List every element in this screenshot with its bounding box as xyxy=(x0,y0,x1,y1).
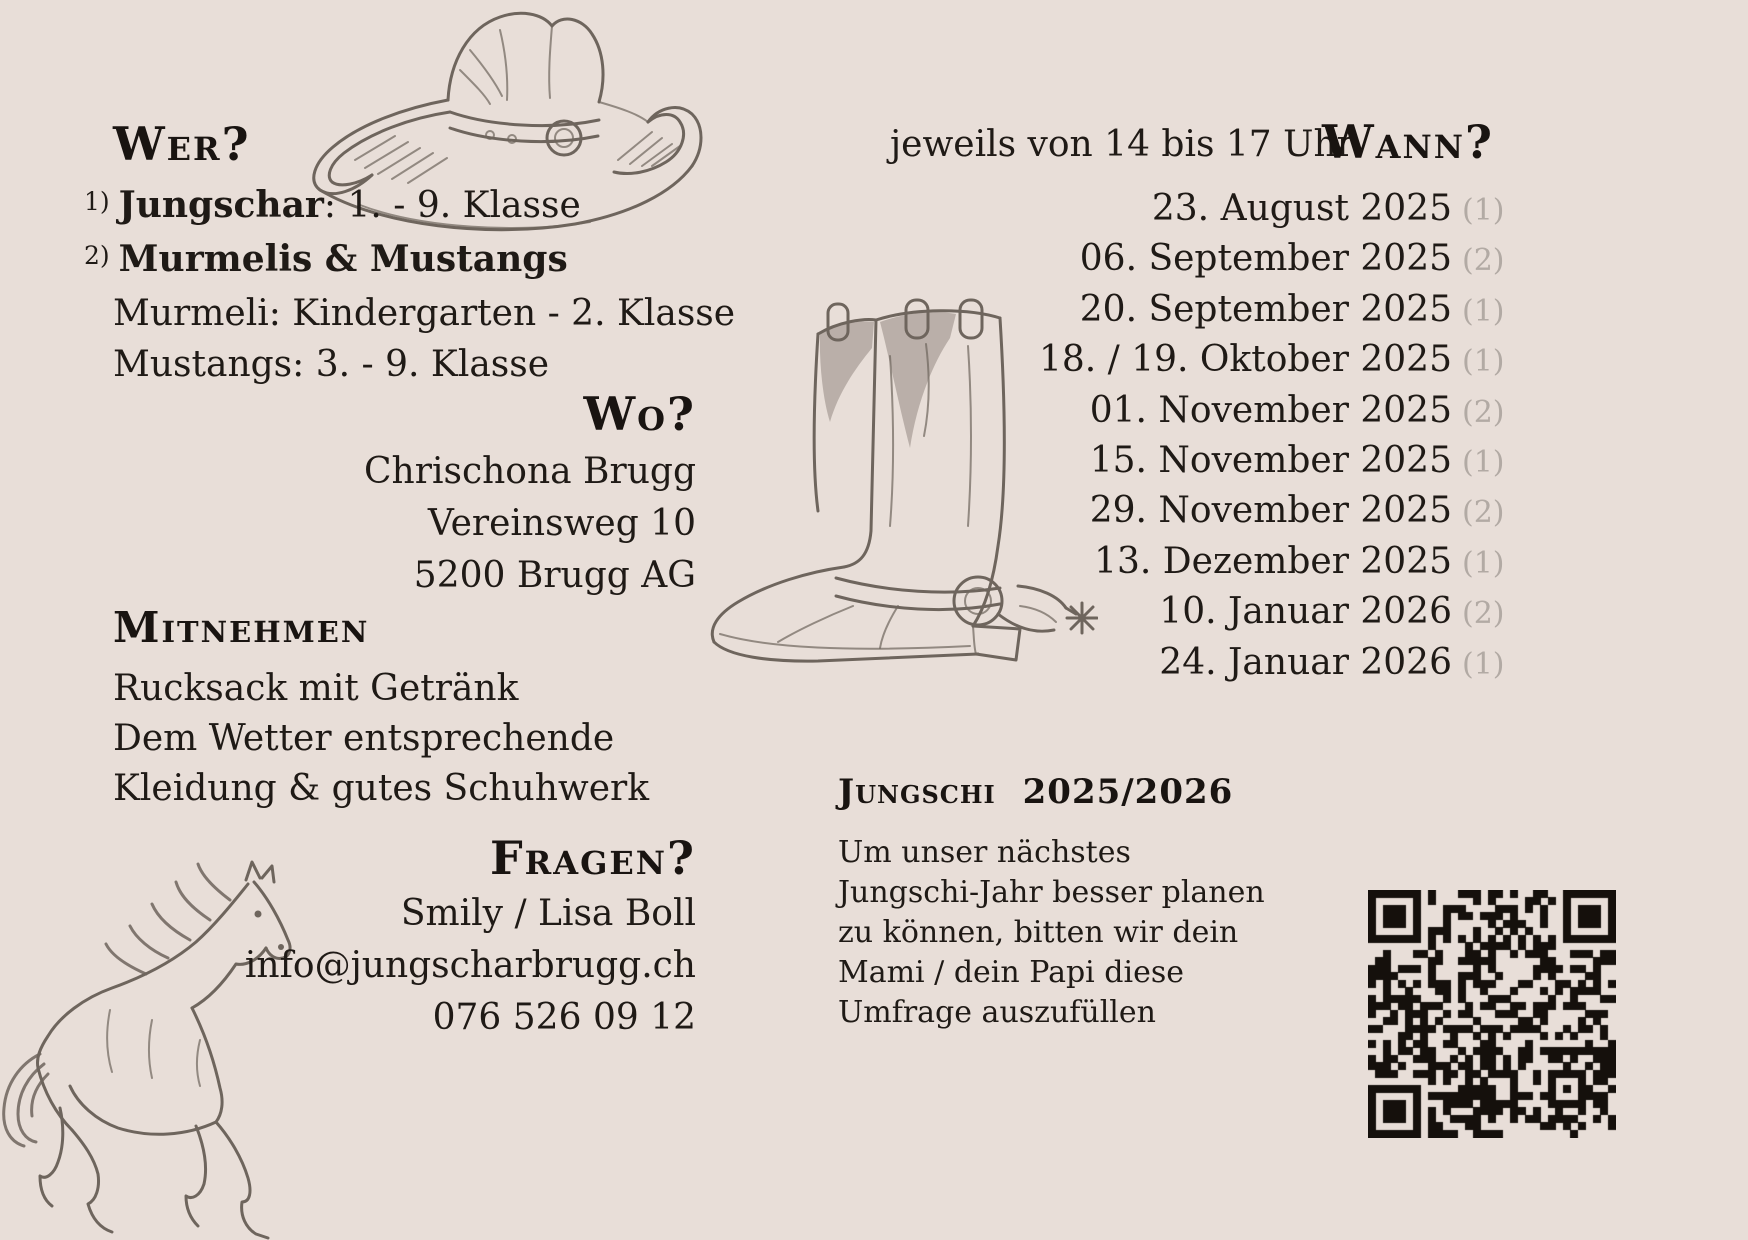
date-row xyxy=(848,390,1508,440)
date-row xyxy=(848,490,1508,540)
wer-item-jungschar xyxy=(84,180,724,234)
jungschi-text-line: Umfrage auszufüllen xyxy=(838,994,1156,1030)
date-row xyxy=(848,440,1508,490)
date-list xyxy=(848,188,1508,692)
wo-city: 5200 Brugg AG xyxy=(413,555,696,597)
time-note: jeweils von 14 bis 17 Uhr xyxy=(890,124,1354,165)
date-row xyxy=(848,238,1508,288)
date-row xyxy=(848,289,1508,339)
section-wo xyxy=(240,387,696,602)
survey-qr-code xyxy=(1368,890,1616,1138)
wer-item-murmelis-mustangs xyxy=(84,234,724,288)
wer-item-murmeli-classes: Murmeli: Kindergarten - 2. Klasse xyxy=(113,293,736,335)
date-row xyxy=(848,642,1508,692)
wer-item-2-marker: 2) xyxy=(84,241,110,271)
jungschi-text-line: Jungschi-Jahr besser planen xyxy=(838,874,1265,910)
section-wer xyxy=(84,117,736,390)
date-text: 01. November 2025 xyxy=(1089,389,1452,431)
date-text: 23. August 2025 xyxy=(1151,188,1452,229)
section-mitnehmen xyxy=(113,603,733,814)
date-text: 13. Dezember 2025 xyxy=(1094,540,1452,582)
group-badge: (2) xyxy=(1462,394,1505,430)
date-row xyxy=(848,541,1508,591)
fragen-heading: Fragen? xyxy=(489,831,696,885)
section-fragen xyxy=(200,831,696,1044)
wo-heading: Wo? xyxy=(583,387,696,441)
mitnehmen-line-rucksack: Rucksack mit Getränk xyxy=(113,668,519,710)
date-text: 20. September 2025 xyxy=(1079,288,1452,330)
mitnehmen-heading: Mitnehmen xyxy=(113,603,370,652)
wer-item-1-marker: 1) xyxy=(84,187,110,217)
date-row xyxy=(848,339,1508,389)
wer-item-2-bold: Murmelis & Mustangs xyxy=(118,238,568,281)
group-badge: (2) xyxy=(1462,495,1505,531)
wer-item-mustangs-classes: Mustangs: 3. - 9. Klasse xyxy=(113,344,550,386)
jungschi-text-line: Mami / dein Papi diese xyxy=(838,954,1184,990)
wer-item-1-bold: Jungschar xyxy=(118,184,324,227)
group-badge: (1) xyxy=(1462,545,1505,581)
jungschi-heading: Jungschi 2025/2026 xyxy=(838,772,1234,812)
date-text: 06. September 2025 xyxy=(1079,238,1452,280)
date-text: 24. Januar 2026 xyxy=(1159,641,1452,683)
section-jungschi xyxy=(838,772,1265,1033)
wann-heading: Wann? xyxy=(1322,115,1494,169)
fragen-email: info@jungscharbrugg.ch xyxy=(244,945,696,987)
fragen-contact-names: Smily / Lisa Boll xyxy=(400,893,696,935)
group-badge: (1) xyxy=(1462,193,1505,228)
date-row xyxy=(848,591,1508,641)
group-badge: (1) xyxy=(1462,444,1505,480)
group-badge: (2) xyxy=(1462,596,1505,632)
date-row xyxy=(848,188,1508,238)
group-badge: (1) xyxy=(1462,293,1505,329)
jungschi-text-line: Um unser nächstes xyxy=(838,834,1131,870)
date-text: 10. Januar 2026 xyxy=(1159,591,1452,633)
wer-heading: Wer? xyxy=(113,117,251,171)
date-text: 18. / 19. Oktober 2025 xyxy=(1038,339,1452,381)
group-badge: (1) xyxy=(1462,646,1505,682)
wer-item-1-text: : 1. - 9. Klasse xyxy=(323,185,581,227)
wo-venue: Chrischona Brugg xyxy=(364,451,696,493)
mitnehmen-line-wetter: Dem Wetter entsprechende xyxy=(113,718,615,760)
group-badge: (1) xyxy=(1462,344,1505,380)
date-text: 15. November 2025 xyxy=(1089,439,1452,481)
jungschi-text-line: zu können, bitten wir dein xyxy=(838,914,1239,950)
fragen-phone: 076 526 09 12 xyxy=(432,997,696,1039)
group-badge: (2) xyxy=(1462,243,1505,279)
mitnehmen-line-kleidung: Kleidung & gutes Schuhwerk xyxy=(113,768,650,810)
date-text: 29. November 2025 xyxy=(1089,490,1452,532)
wo-street: Vereinsweg 10 xyxy=(427,503,696,545)
